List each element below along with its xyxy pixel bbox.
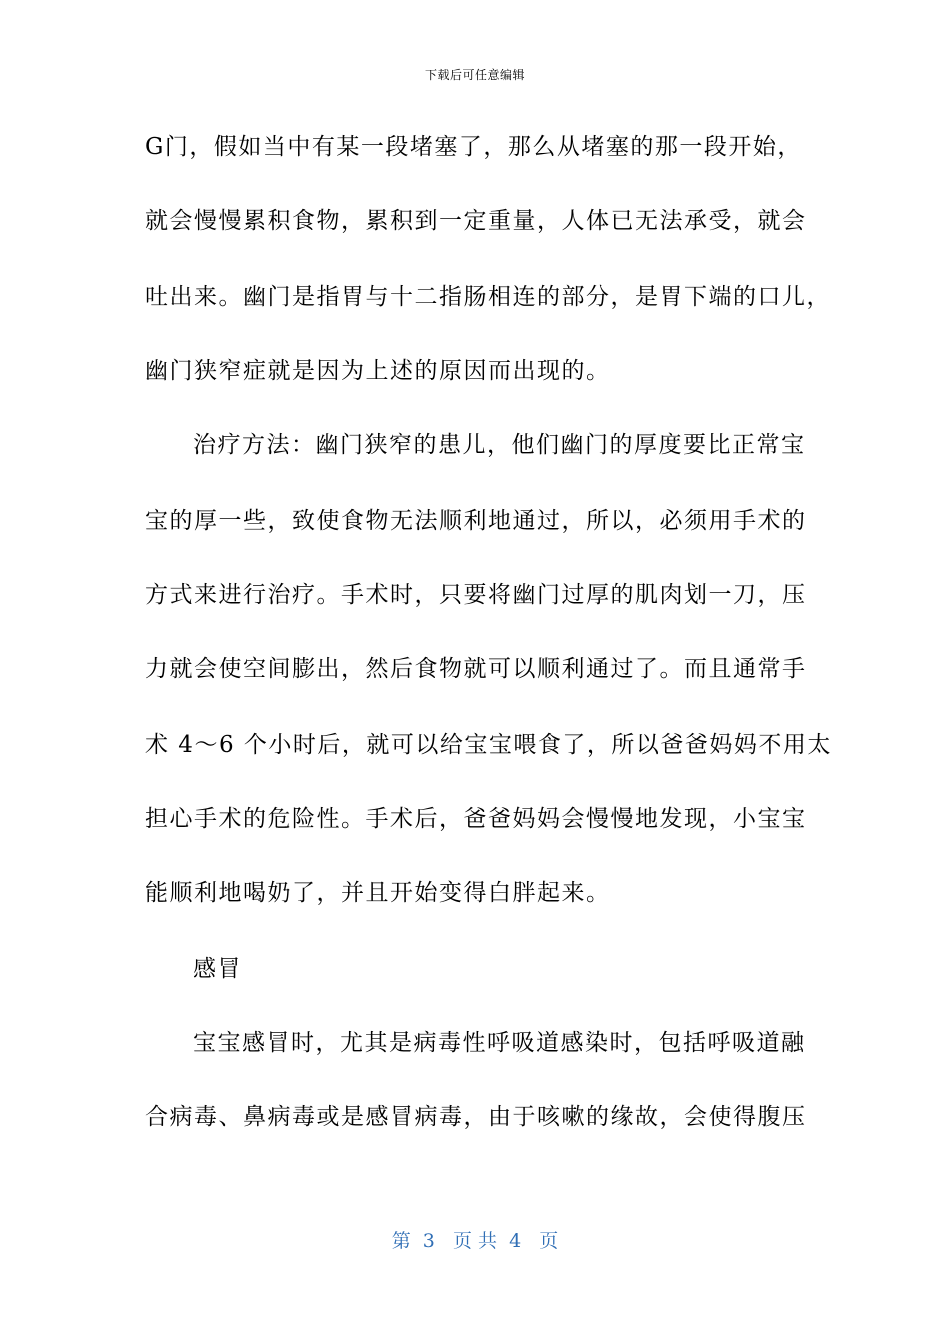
text-line: 吐出来。幽门是指胃与十二指肠相连的部分，是胃下端的口儿， (145, 284, 831, 310)
text-line: 担心手术的危险性。手术后，爸爸妈妈会慢慢地发现，小宝宝 (145, 806, 807, 832)
text-line: 幽门狭窄症就是因为上述的原因而出现的。 (145, 358, 611, 384)
text-line: 方式来进行治疗。手术时，只要将幽门过厚的肌肉划一刀，压 (145, 582, 807, 608)
text-line: 力就会使空间膨出，然后食物就可以顺利通过了。而且通常手 (145, 656, 807, 682)
text-line: 宝的厚一些，致使食物无法顺利地通过，所以，必须用手术的 (145, 508, 807, 534)
text-line: G门，假如当中有某一段堵塞了，那么从堵塞的那一段开始， (145, 134, 802, 160)
text-line: 术 4～6 个小时后，就可以给宝宝喂食了，所以爸爸妈妈不用太 (145, 732, 832, 758)
paragraph-first-line: 治疗方法：幽门狭窄的患儿，他们幽门的厚度要比正常宝 (193, 432, 806, 458)
text-line: 就会慢慢累积食物，累积到一定重量，人体已无法承受，就会 (145, 208, 807, 234)
text-line: 能顺利地喝奶了，并且开始变得白胖起来。 (145, 880, 611, 906)
paragraph-first-line: 宝宝感冒时，尤其是病毒性呼吸道感染时，包括呼吸道融 (193, 1030, 806, 1056)
text-line: 合病毒、鼻病毒或是感冒病毒，由于咳嗽的缘故，会使得腹压 (145, 1104, 807, 1130)
page-header: 下载后可任意编辑 (424, 68, 525, 82)
section-heading: 感冒 (193, 956, 242, 982)
page-number-footer: 第 3 页 共 4 页 (391, 1230, 559, 1252)
